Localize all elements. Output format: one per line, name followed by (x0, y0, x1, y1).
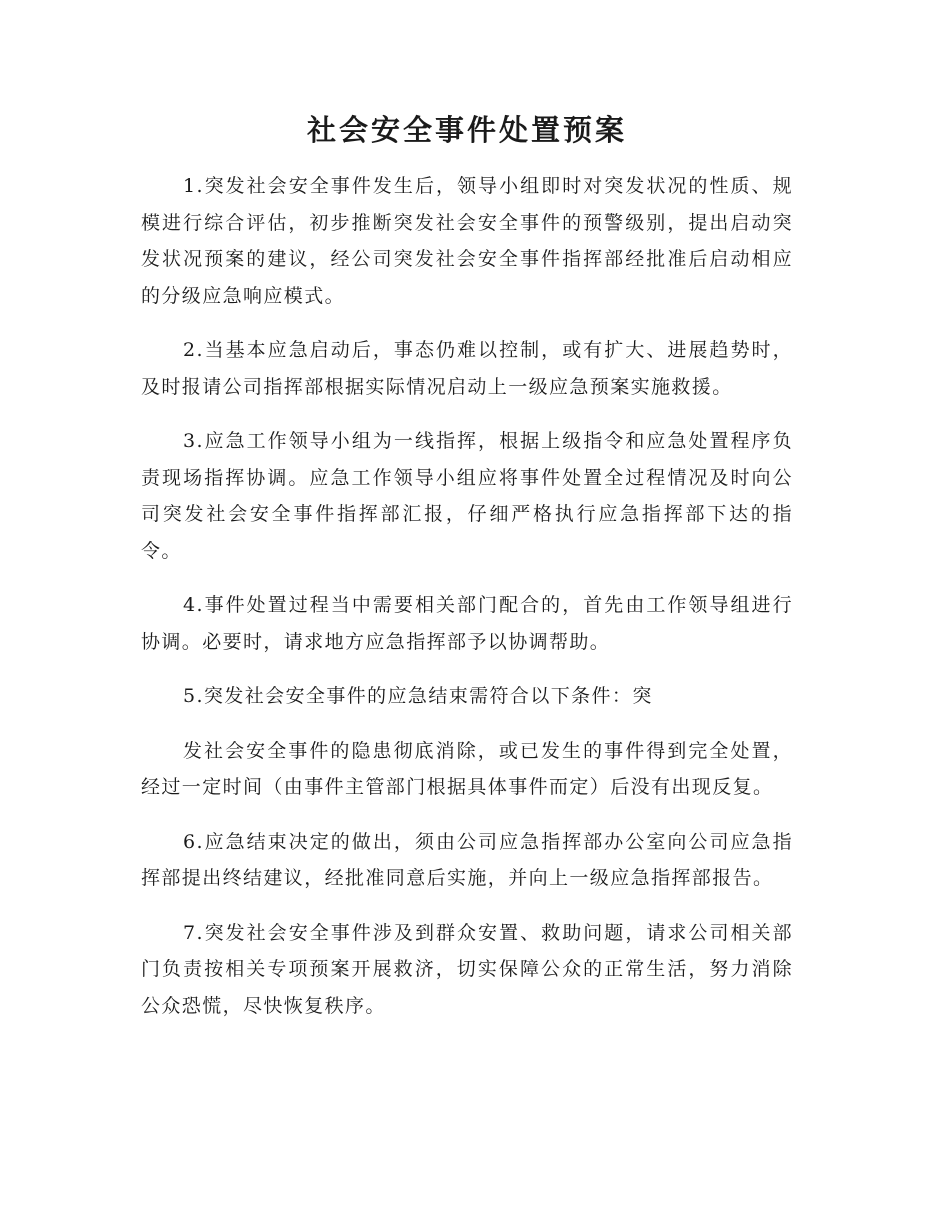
paragraph-4: 4.事件处置过程当中需要相关部门配合的，首先由工作领导组进行协调。必要时，请求地方应急指挥部予以协调帮助。 (141, 594, 793, 653)
paragraph-3: 3.应急工作领导小组为一线指挥，根据上级指令和应急处置程序负责现场指挥协调。应急工作领导小组应将事件处置全过程情况及时向公司突发社会安全事件指挥部汇报，仔细严格执行应急指挥部下达的指令。 (141, 430, 793, 562)
paragraph-5: 5.突发社会安全事件的应急结束需符合以下条件：突 (183, 685, 653, 707)
paragraph-7: 7.突发社会安全事件涉及到群众安置、救助问题，请求公司相关部门负责按相关专项预案开展救济，切实保障公众的正常生活，努力消除公众恐慌，尽快恢复秩序。 (141, 921, 793, 1017)
paragraph-2: 2.当基本应急启动后，事态仍难以控制，或有扩大、进展趋势时，及时报请公司指挥部根据实际情况启动上一级应急预案实施救援。 (141, 339, 793, 398)
paragraph-6: 6.应急结束决定的做出，须由公司应急指挥部办公室向公司应急指挥部提出终结建议，经批准同意后实施，并向上一级应急指挥部报告。 (141, 830, 793, 889)
paragraph-5-continued: 发社会安全事件的隐患彻底消除，或已发生的事件得到完全处置，经过一定时间（由事件主管部门根据具体事件而定）后没有出现反复。 (141, 739, 793, 798)
document-page (141, 110, 793, 1042)
paragraph-1: 1.突发社会安全事件发生后，领导小组即时对突发状况的性质、规模进行综合评估，初步推断突发社会安全事件的预警级别，提出启动突发状况预案的建议，经公司突发社会安全事件指挥部经批准后启动相应的分级应急响应模式。 (141, 175, 793, 307)
document-title: 社会安全事件处置预案 (306, 113, 627, 147)
